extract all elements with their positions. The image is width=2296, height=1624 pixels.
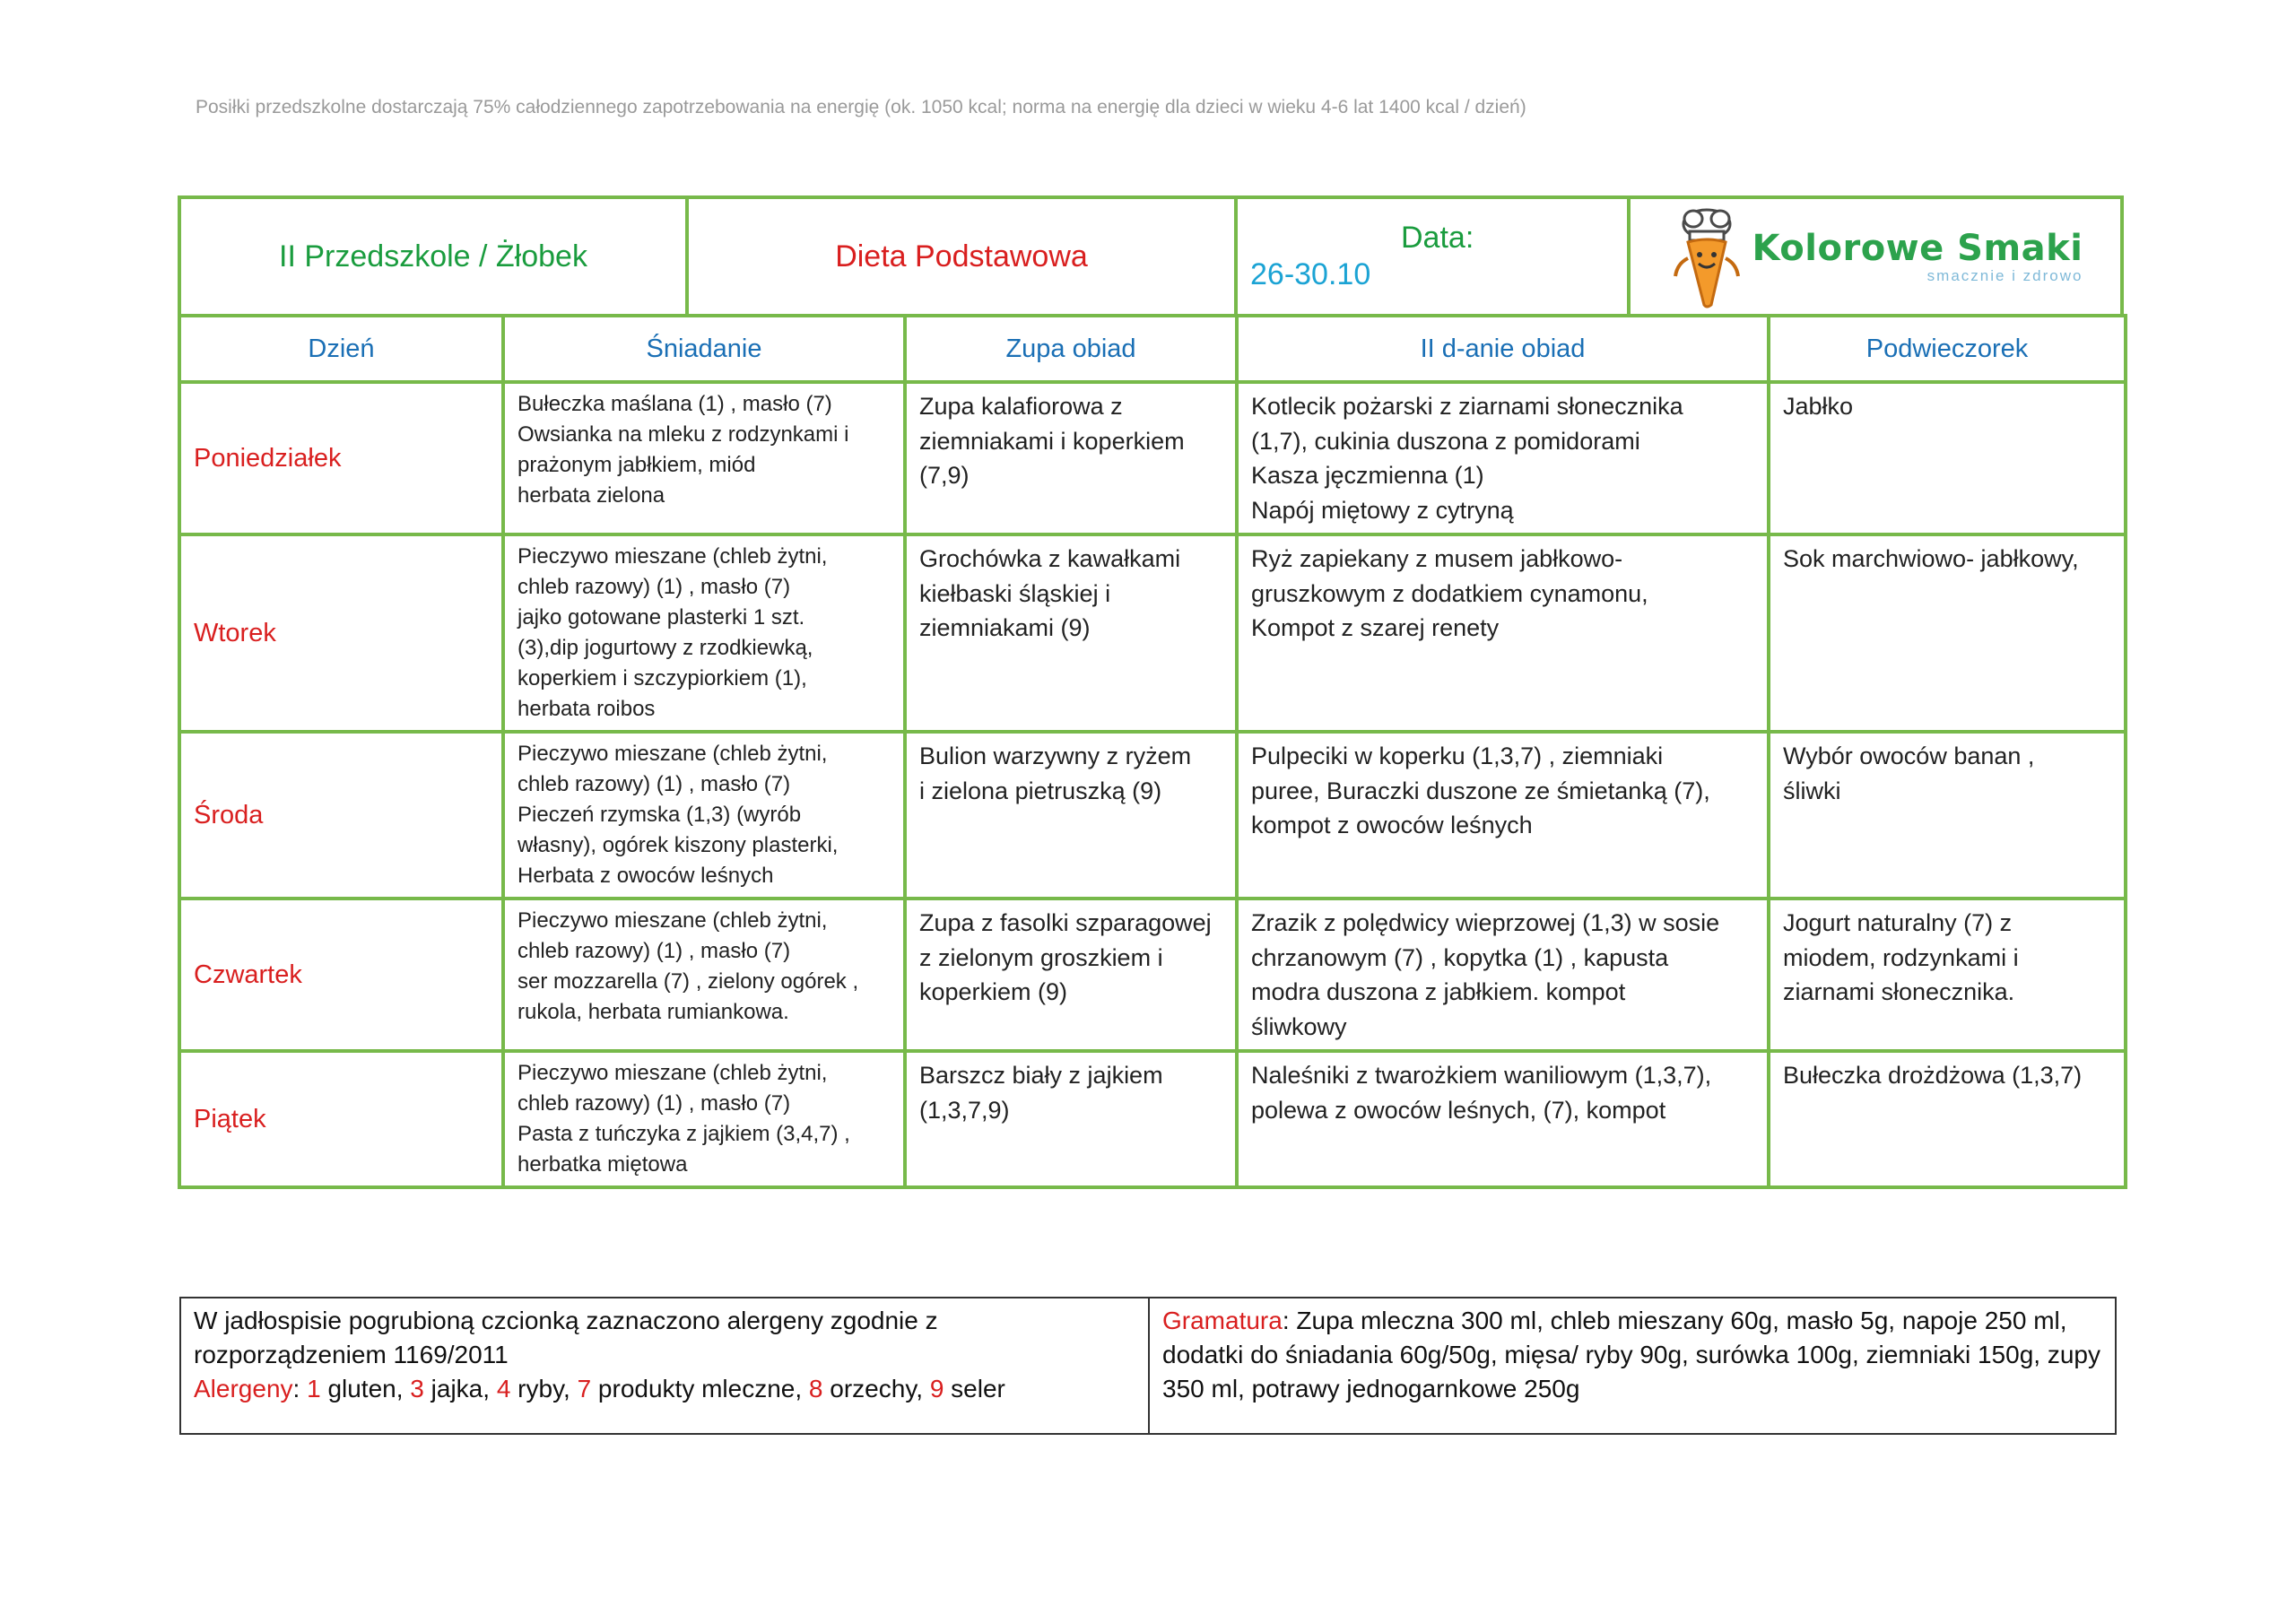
allergen-name: jajka xyxy=(430,1375,483,1403)
cell-line: Zupa z fasolki szparagowej xyxy=(919,909,1212,936)
cell-line: gruszkowym z dodatkiem cynamonu, xyxy=(1251,579,1648,607)
cell-line: Owsianka na mleku z rodzynkami i xyxy=(517,422,849,447)
soup-cell xyxy=(905,899,1237,1051)
cell-line: Pulpeciki w koperku (1,3,7) , ziemniaki xyxy=(1251,743,1664,769)
main-course-cell xyxy=(1237,1051,1769,1187)
column-header: Podwieczorek xyxy=(1769,316,2126,382)
day-name: Poniedziałek xyxy=(179,382,503,534)
column-header: II d-anie obiad xyxy=(1237,316,1769,382)
allergen-number: 7 xyxy=(577,1375,592,1403)
allergen-note: W jadłospisie pogrubioną czcionką zaznaczono alergeny zgodnie z rozporządzeniem 1169/2011 xyxy=(194,1307,938,1368)
gramatura-label: Gramatura xyxy=(1162,1307,1283,1334)
allergen-name: ryby xyxy=(517,1375,563,1403)
cell-line: chleb razowy) (1) , masło (7) xyxy=(517,939,791,963)
snack-cell xyxy=(1769,1051,2126,1187)
snack-cell xyxy=(1769,534,2126,732)
soup-cell xyxy=(905,1051,1237,1187)
cell-line: Pieczywo mieszane (chleb żytni, xyxy=(517,742,828,766)
cell-line: herbata zielona xyxy=(517,483,665,508)
day-name: Wtorek xyxy=(179,534,503,732)
cell-line: ziemniakami i koperkiem xyxy=(919,427,1185,455)
cell-line: Barszcz biały z jajkiem xyxy=(919,1062,1163,1089)
main-course-cell xyxy=(1237,534,1769,732)
snack-cell xyxy=(1769,732,2126,899)
column-header: Śniadanie xyxy=(503,316,905,382)
cell-line: modra duszona z jabłkiem. kompot xyxy=(1251,978,1626,1005)
allergen-number: 9 xyxy=(929,1375,944,1403)
logo-tagline: smacznie i zdrowo xyxy=(1926,267,2083,284)
diet-name: Dieta Podstawowa xyxy=(689,199,1238,314)
cell-line: Pasta z tuńczyka z jajkiem (3,4,7) , xyxy=(517,1122,850,1146)
cell-line: chleb razowy) (1) , masło (7) xyxy=(517,1091,791,1116)
date-block xyxy=(1238,199,1631,314)
cell-line: prażonym jabłkiem, miód xyxy=(517,453,756,477)
footer-box xyxy=(179,1297,2117,1435)
date-value: 26-30.10 xyxy=(1250,257,1371,291)
allergen-name: produkty mleczne xyxy=(597,1375,796,1403)
cell-line: kompot z owoców leśnych xyxy=(1251,812,1533,838)
cell-line: Bułeczka maślana (1) , masło (7) xyxy=(517,392,832,416)
breakfast-cell xyxy=(503,732,905,899)
weekly-menu-table xyxy=(178,314,2127,1189)
table-header-row xyxy=(179,316,2126,382)
table-row xyxy=(179,899,2126,1051)
menu-header xyxy=(178,195,2124,317)
allergen-name: gluten xyxy=(327,1375,396,1403)
logo xyxy=(1631,199,2120,314)
snack-cell xyxy=(1769,382,2126,534)
cell-line: Napój miętowy z cytryną xyxy=(1251,496,1514,524)
day-name: Czwartek xyxy=(179,899,503,1051)
cell-line: herbata roibos xyxy=(517,697,656,721)
day-name: Środa xyxy=(179,732,503,899)
cell-line: (1,7), cukinia duszona z pomidorami xyxy=(1251,427,1640,455)
allergen-list: Alergeny: 1 gluten, 3 jajka, 4 ryby, 7 produkty mleczne, 8 orzechy, 9 seler xyxy=(194,1375,1005,1403)
cell-line: puree, Buraczki duszone ze śmietanką (7), xyxy=(1251,777,1710,804)
cell-line: koperkiem (9) xyxy=(919,978,1068,1005)
breakfast-cell xyxy=(503,382,905,534)
cell-line: Kasza jęczmienna (1) xyxy=(1251,462,1484,489)
cell-line: Jabłko xyxy=(1783,393,1854,420)
cell-line: miodem, rodzynkami i xyxy=(1783,943,2019,971)
main-course-cell xyxy=(1237,899,1769,1051)
cell-line: chleb razowy) (1) , masło (7) xyxy=(517,575,791,599)
cell-line: herbatka miętowa xyxy=(517,1152,688,1177)
cell-line: śliwki xyxy=(1783,777,1841,804)
cell-line: Zrazik z polędwicy wieprzowej (1,3) w sosie xyxy=(1251,909,1720,936)
cell-line: (7,9) xyxy=(919,462,970,489)
column-header: Zupa obiad xyxy=(905,316,1237,382)
cell-line: ziemniakami (9) xyxy=(919,614,1091,641)
gramatura-info xyxy=(1150,1298,2115,1433)
cell-line: koperkiem i szczypiorkiem (1), xyxy=(517,666,807,690)
allergen-info xyxy=(181,1298,1150,1433)
cell-line: polewa z owoców leśnych, (7), kompot xyxy=(1251,1096,1666,1124)
allergen-name: seler xyxy=(951,1375,1005,1403)
cell-line: ziarnami słonecznika. xyxy=(1783,978,2015,1005)
cell-line: chrzanowym (7) , kopytka (1) , kapusta xyxy=(1251,943,1669,971)
cell-line: (3),dip jogurtowy z rzodkiewką, xyxy=(517,636,813,660)
cell-line: Pieczeń rzymska (1,3) (wyrób xyxy=(517,803,802,827)
main-course-cell xyxy=(1237,732,1769,899)
main-course-cell xyxy=(1237,382,1769,534)
allergen-number: 4 xyxy=(496,1375,511,1403)
cell-line: Pieczywo mieszane (chleb żytni, xyxy=(517,1061,828,1085)
chef-carrot-icon xyxy=(1668,204,1745,308)
cell-line: Grochówka z kawałkami xyxy=(919,545,1181,572)
table-row xyxy=(179,732,2126,899)
soup-cell xyxy=(905,382,1237,534)
breakfast-cell xyxy=(503,899,905,1051)
cell-line: Herbata z owoców leśnych xyxy=(517,864,774,888)
cell-line: rukola, herbata rumiankowa. xyxy=(517,1000,789,1024)
table-row xyxy=(179,1051,2126,1187)
table-row xyxy=(179,382,2126,534)
cell-line: Kompot z szarej renety xyxy=(1251,614,1500,641)
cell-line: Bulion warzywny z ryżem xyxy=(919,743,1192,769)
cell-line: i zielona pietruszką (9) xyxy=(919,777,1162,804)
column-header: Dzień xyxy=(179,316,503,382)
cell-line: kiełbaski śląskiej i xyxy=(919,579,1111,607)
allergen-label: Alergeny xyxy=(194,1375,293,1403)
cell-line: ser mozzarella (7) , zielony ogórek , xyxy=(517,969,859,994)
breakfast-cell xyxy=(503,534,905,732)
cell-line: z zielonym groszkiem i xyxy=(919,943,1163,971)
soup-cell xyxy=(905,732,1237,899)
school-name: II Przedszkole / Żłobek xyxy=(181,199,689,314)
cell-line: Bułeczka drożdżowa (1,3,7) xyxy=(1783,1062,2083,1089)
cell-line: Pieczywo mieszane (chleb żytni, xyxy=(517,544,828,569)
allergen-name: orzechy xyxy=(830,1375,917,1403)
cell-line: Wybór owoców banan , xyxy=(1783,743,2035,769)
table-row xyxy=(179,534,2126,732)
soup-cell xyxy=(905,534,1237,732)
cell-line: (1,3,7,9) xyxy=(919,1096,1010,1124)
snack-cell xyxy=(1769,899,2126,1051)
cell-line: jajko gotowane plasterki 1 szt. xyxy=(517,605,805,630)
cell-line: Sok marchwiowo- jabłkowy, xyxy=(1783,545,2079,572)
cell-line: Naleśniki z twarożkiem waniliowym (1,3,7), xyxy=(1251,1062,1712,1089)
logo-brand: Kolorowe Smaki xyxy=(1752,228,2083,269)
cell-line: własny), ogórek kiszony plasterki, xyxy=(517,833,839,857)
cell-line: śliwkowy xyxy=(1251,1012,1347,1040)
breakfast-cell xyxy=(503,1051,905,1187)
allergen-number: 1 xyxy=(307,1375,321,1403)
cell-line: Zupa kalafiorowa z xyxy=(919,393,1123,420)
day-name: Piątek xyxy=(179,1051,503,1187)
allergen-number: 3 xyxy=(410,1375,424,1403)
cell-line: Ryż zapiekany z musem jabłkowo- xyxy=(1251,545,1623,572)
cell-line: Pieczywo mieszane (chleb żytni, xyxy=(517,908,828,933)
cell-line: chleb razowy) (1) , masło (7) xyxy=(517,772,791,796)
energy-note: Posiłki przedszkolne dostarczają 75% całodziennego zapotrzebowania na energię (ok. 1050 kcal; norma na energię dla dzieci w wieku 4-6 lat 1400 kcal / dzień) xyxy=(196,97,1526,117)
allergen-number: 8 xyxy=(808,1375,823,1403)
date-label: Data: xyxy=(1401,221,1474,255)
cell-line: Jogurt naturalny (7) z xyxy=(1783,909,2013,936)
gramatura-text: : Zupa mleczna 300 ml, chleb mieszany 60g, masło 5g, napoje 250 ml, dodatki do śniadania 60g/50g, mięsa/ ryby 90g, surówka 100g, ziemniaki 150g, zupy 350 ml, potrawy jednogarnkowe 250g xyxy=(1162,1307,2100,1403)
cell-line: Kotlecik pożarski z ziarnami słonecznika xyxy=(1251,393,1683,420)
